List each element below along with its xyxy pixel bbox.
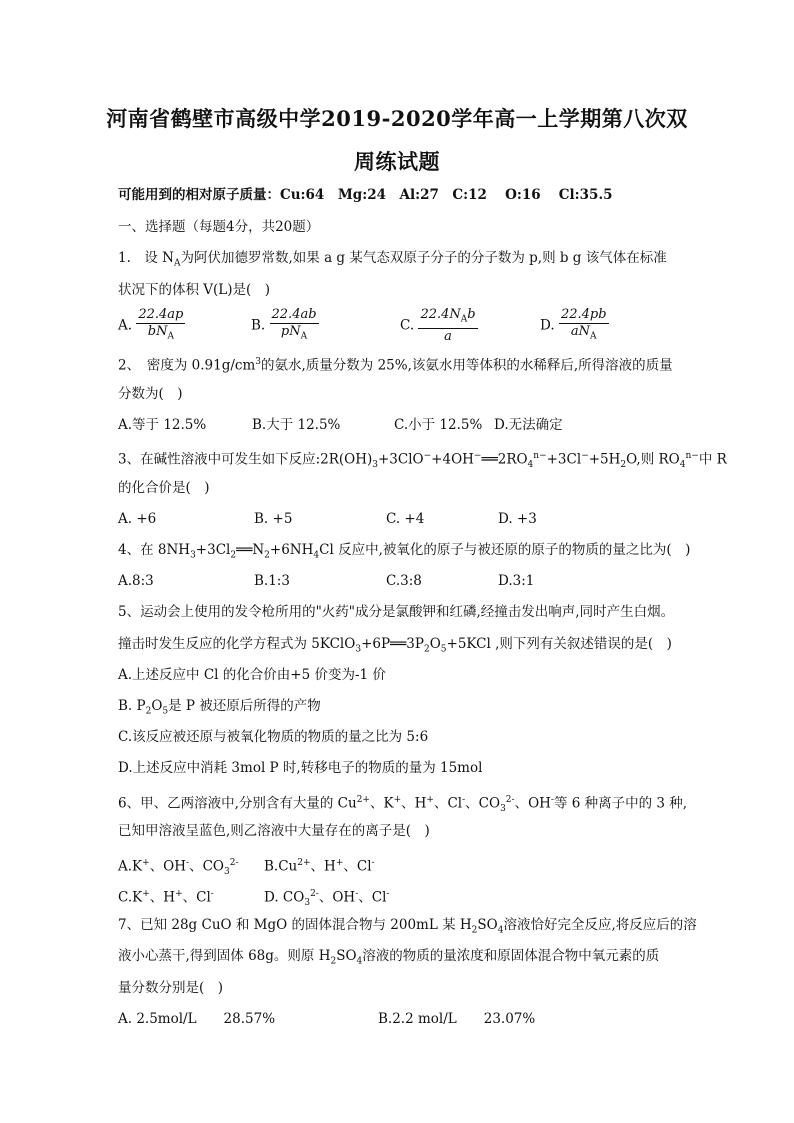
question-6-option-a: A.K+、OH-、$CO_3^{2-}$ [118,858,239,878]
question-2-option-c: C.小于 12.5% [394,417,483,433]
question-5-line-1: 5、运动会上使用的发令枪所用的"火药"成分是氯酸钾和红磷,经撞击发出响声,同时产生白烟。 [118,604,675,620]
page-title-line-2: 周练试题 [354,149,440,174]
question-7-line-3: 量分数分别是( ) [118,980,224,996]
question-1-line-1: 1. 设 $N_A$为阿伏加德罗常数,如果 a g 某气态双原子分子的分子数为 p,则 b g 该气体在标准 [118,250,667,269]
question-4-option-c: C.3:8 [386,573,422,589]
question-4-option-d: D.3:1 [498,573,535,589]
question-2-option-b: B.大于 12.5% [252,417,341,433]
question-6-option-d: D. $CO_3^{2-}$、OH-、Cl- [264,889,390,909]
question-2-option-d: D.无法确定 [494,417,563,433]
question-5-line-2: 撞击时发生反应的化学方程式为 $5KClO_3+6P══3P_2O_5+5KCl$ ,则下列有关叙述错误的是( ) [118,636,672,655]
question-7-line-1: 7、已知 28g CuO 和 MgO 的固体混合物与 200mL 某 $H_2SO_4$溶液恰好完全反应,将反应后的溶 [118,917,697,936]
question-2-line-2: 分数为( ) [118,386,183,402]
question-4-option-b: B.1:3 [254,573,290,589]
question-7-option-a: A. 2.5mol/L 28.57% [118,1011,276,1027]
question-7-line-2: 液小心蒸干,得到固体 68g。则原 $H_2SO_4$溶液的物质的量浓度和原固体混合物中氧元素的质 [118,948,660,967]
question-4-option-a: A.8:3 [118,573,154,589]
question-1-option-a: A. $\frac{22.4ap}{bN_A}$ [118,307,184,342]
question-6-option-b: $B.Cu^{2+}$、H+、Cl- [264,858,375,875]
question-3-line-1: 3、在碱性溶液中可发生如下反应$:2R(OH)_3+3ClO^-+4OH^-══2RO_4^{n-}+3Cl^-+5H_2O$,则 $RO_4^{n-}$中 R [118,451,727,471]
question-4-line-1: 4、在 $8NH_3+3Cl_2══N_2+6NH_4Cl$ 反应中,被氧化的原子与被还原的原子的物质的量之比为( ) [118,542,691,561]
question-3-option-d: D. +3 [498,511,537,527]
question-3-option-b: B. +5 [254,511,293,527]
question-1-option-b: B. $\frac{22.4ab}{pN_A}$ [251,307,317,342]
question-5-option-b: B. $P_2O_5$是 P 被还原后所得的产物 [118,698,321,717]
question-2-line-1: 2、 密度为 $0.91g/cm^3$的氨水,质量分数为 25%,该氨水用等体积的水稀释后,所得溶液的质量 [118,357,673,374]
question-5-option-c: C.该反应被还原与被氧化物质的物质的量之比为 5:6 [118,729,429,745]
question-1-option-d: D. $\frac{22.4pb}{aN_A}$ [540,307,607,342]
question-3-line-2: 的化合价是( ) [118,480,210,496]
question-6-line-2: 已知甲溶液呈蓝色,则乙溶液中大量存在的离子是( ) [118,823,430,839]
question-1-line-2: 状况下的体积 V(L)是( ) [118,282,271,298]
question-2-option-a: A.等于 12.5% [118,417,207,433]
question-5-option-a: A.上述反应中 Cl 的化合价由+5 价变为-1 价 [118,667,386,683]
question-5-option-d: D.上述反应中消耗 3mol P 时,转移电子的物质的量为 15mol [118,760,483,776]
question-6-option-c: C.K+、H+、Cl- [118,889,214,906]
question-6-line-1: 6、甲、乙两溶液中,分别含有大量的 $Cu^{2+}$、K+、H+、Cl-、$CO_3^{2-}$、OH-等 6 种离子中的 3 种, [118,795,688,815]
section-heading: 一、选择题（每题4分，共20题） [118,219,320,235]
question-3-option-a: A. +6 [118,511,157,527]
question-7-option-b: B.2.2 mol/L 23.07% [378,1011,536,1027]
page-title-line-1: 河南省鹤壁市高级中学2019-2020学年高一上学期第八次双 [106,106,688,131]
question-3-option-c: C. +4 [386,511,425,527]
atomic-mass-note: 可能用到的相对原子质量：Cu:64 Mg:24 Al:27 C:12 O:16 Cl:35.5 [118,187,613,203]
question-1-option-c: C. $\frac{22.4N_Ab}{a}$ [400,307,476,344]
